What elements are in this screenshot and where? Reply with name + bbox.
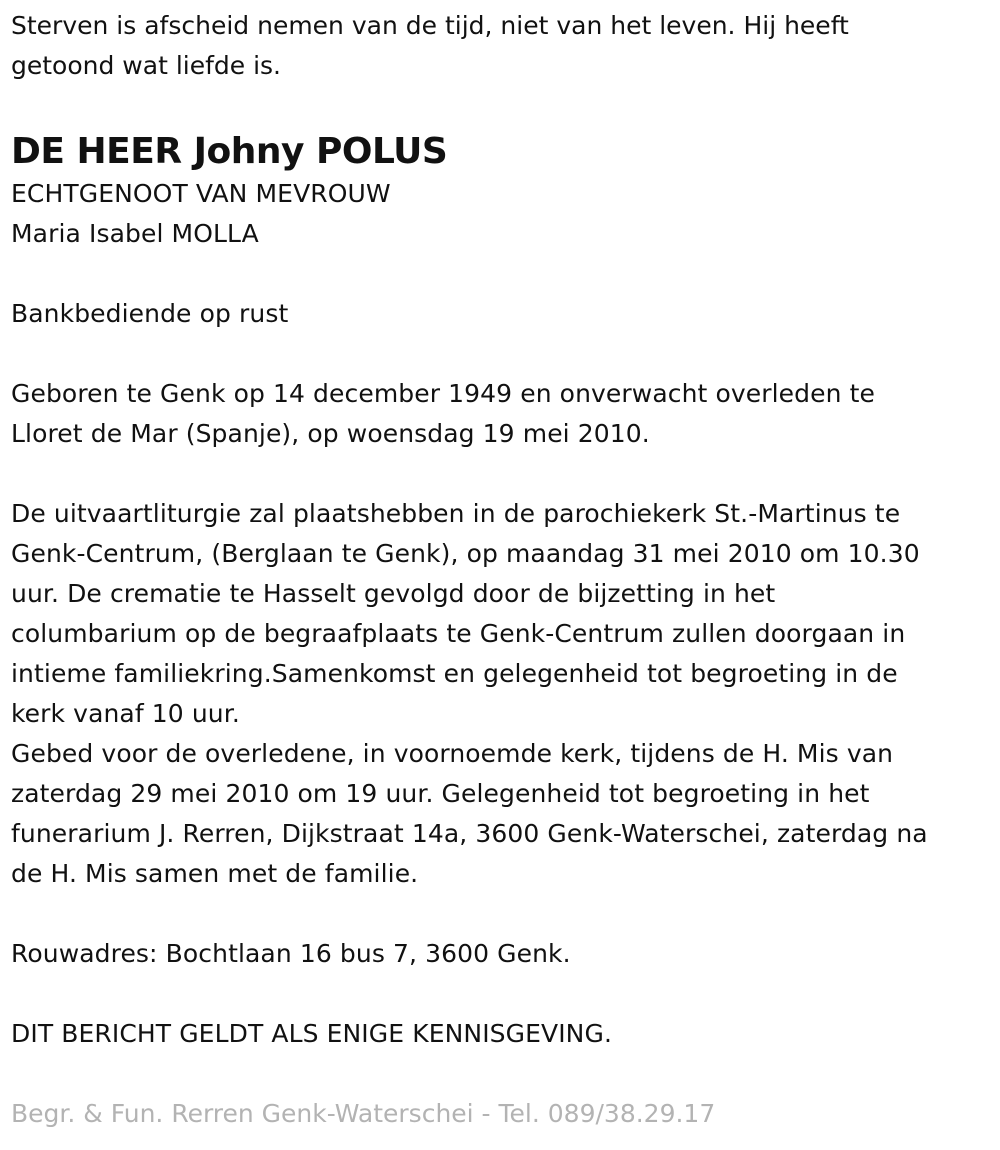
funeral-line: Genk-Centrum, (Berglaan te Genk), op maandag 31 mei 2010 om 10.30 xyxy=(11,539,920,568)
funeral-line: zaterdag 29 mei 2010 om 19 uur. Gelegenheid tot begroeting in het xyxy=(11,779,870,808)
birth-line-1: Geboren te Genk op 14 december 1949 en onverwacht overleden te xyxy=(11,379,875,408)
occupation: Bankbediende op rust xyxy=(11,299,289,328)
funeral-line: De uitvaartliturgie zal plaatshebben in de parochiekerk St.-Martinus te xyxy=(11,499,901,528)
mourning-address: Rouwadres: Bochtlaan 16 bus 7, 3600 Genk. xyxy=(11,939,571,968)
funeral-line: funerarium J. Rerren, Dijkstraat 14a, 3600 Genk-Waterschei, zaterdag na xyxy=(11,819,928,848)
spacer xyxy=(11,454,989,494)
funeral-line: columbarium op de begraafplaats te Genk-Centrum zullen doorgaan in xyxy=(11,619,906,648)
funeral-line: kerk vanaf 10 uur. xyxy=(11,699,240,728)
birth-line-2: Lloret de Mar (Spanje), op woensdag 19 mei 2010. xyxy=(11,419,650,448)
spacer xyxy=(11,334,989,374)
funeral-line: de H. Mis samen met de familie. xyxy=(11,859,419,888)
notice-statement: DIT BERICHT GELDT ALS ENIGE KENNISGEVING. xyxy=(11,1019,612,1048)
funeral-line: Gebed voor de overledene, in voornoemde kerk, tijdens de H. Mis van xyxy=(11,739,894,768)
funeral-line: uur. De crematie te Hasselt gevolgd door de bijzetting in het xyxy=(11,579,776,608)
spacer xyxy=(11,1054,989,1094)
deceased-name: DE HEER Johny POLUS xyxy=(11,131,448,172)
spacer xyxy=(11,974,989,1014)
spacer xyxy=(11,894,989,934)
spouse-line-2: Maria Isabel MOLLA xyxy=(11,219,259,248)
funeral-line: intieme familiekring.Samenkomst en gelegenheid tot begroeting in de xyxy=(11,659,898,688)
funeral-home-footer: Begr. & Fun. Rerren Genk-Waterschei - Tel. 089/38.29.17 xyxy=(11,1099,716,1128)
spouse-line-1: ECHTGENOOT VAN MEVROUW xyxy=(11,179,391,208)
spacer xyxy=(11,254,989,294)
quote-line-2: getoond wat liefde is. xyxy=(11,51,282,80)
quote-line-1: Sterven is afscheid nemen van de tijd, niet van het leven. Hij heeft xyxy=(11,11,849,40)
